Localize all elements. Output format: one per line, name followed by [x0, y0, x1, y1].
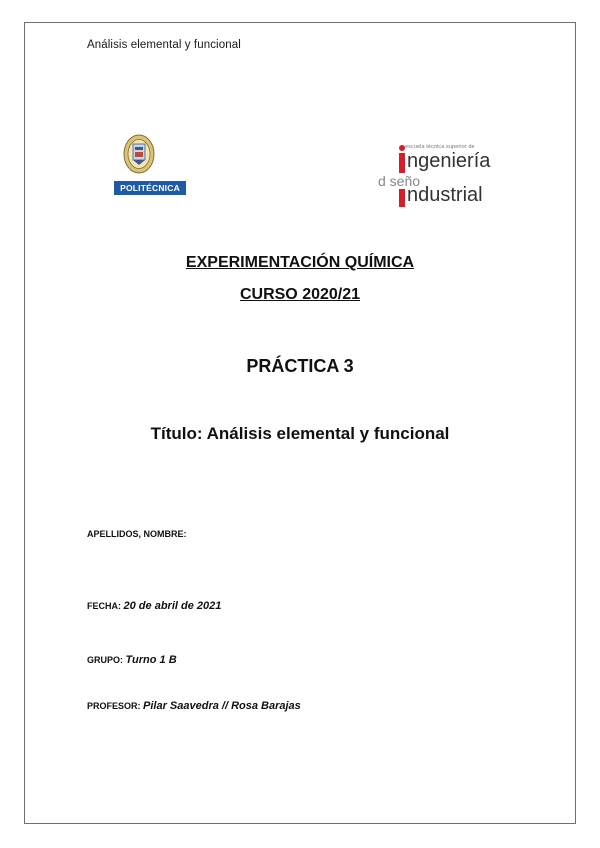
running-header: Análisis elemental y funcional: [87, 39, 241, 51]
etsidi-red-bar-top: [399, 153, 405, 173]
practice-title: Título: Análisis elemental y funcional: [150, 424, 450, 443]
field-group-value: Turno 1 B: [125, 654, 177, 666]
field-name-label: APELLIDOS, NOMBRE:: [87, 529, 187, 539]
field-teacher-value: Pilar Saavedra // Rosa Barajas: [143, 700, 301, 712]
upm-logo: [114, 134, 186, 206]
upm-name-bar: [114, 181, 186, 195]
field-date-value: 20 de abril de 2021: [123, 600, 222, 612]
etsidi-line-diseno: d seño: [378, 173, 421, 189]
upm-seal-icon: [123, 134, 155, 174]
upm-label: POLITÉCNICA: [120, 183, 180, 193]
course-year: CURSO 2020/21: [239, 286, 361, 303]
etsidi-line-ingenieria: ngeniería: [407, 150, 491, 172]
field-name: [87, 529, 187, 539]
field-group-label: GRUPO:: [87, 655, 123, 665]
course-name: EXPERIMENTACIÓN QUÍMICA: [185, 254, 415, 271]
field-date-label: FECHA:: [87, 601, 121, 611]
field-teacher: [87, 700, 301, 712]
etsidi-line-industrial: ndustrial: [407, 184, 483, 206]
field-group: [87, 654, 177, 666]
etsidi-logo: [378, 140, 508, 210]
field-teacher-label: PROFESOR:: [87, 701, 141, 711]
field-date: [87, 600, 221, 612]
practice-number: PRÁCTICA 3: [246, 356, 354, 376]
etsidi-small-text: escuela técnica superior de: [405, 144, 475, 150]
etsidi-red-bar-bottom: [399, 189, 405, 207]
